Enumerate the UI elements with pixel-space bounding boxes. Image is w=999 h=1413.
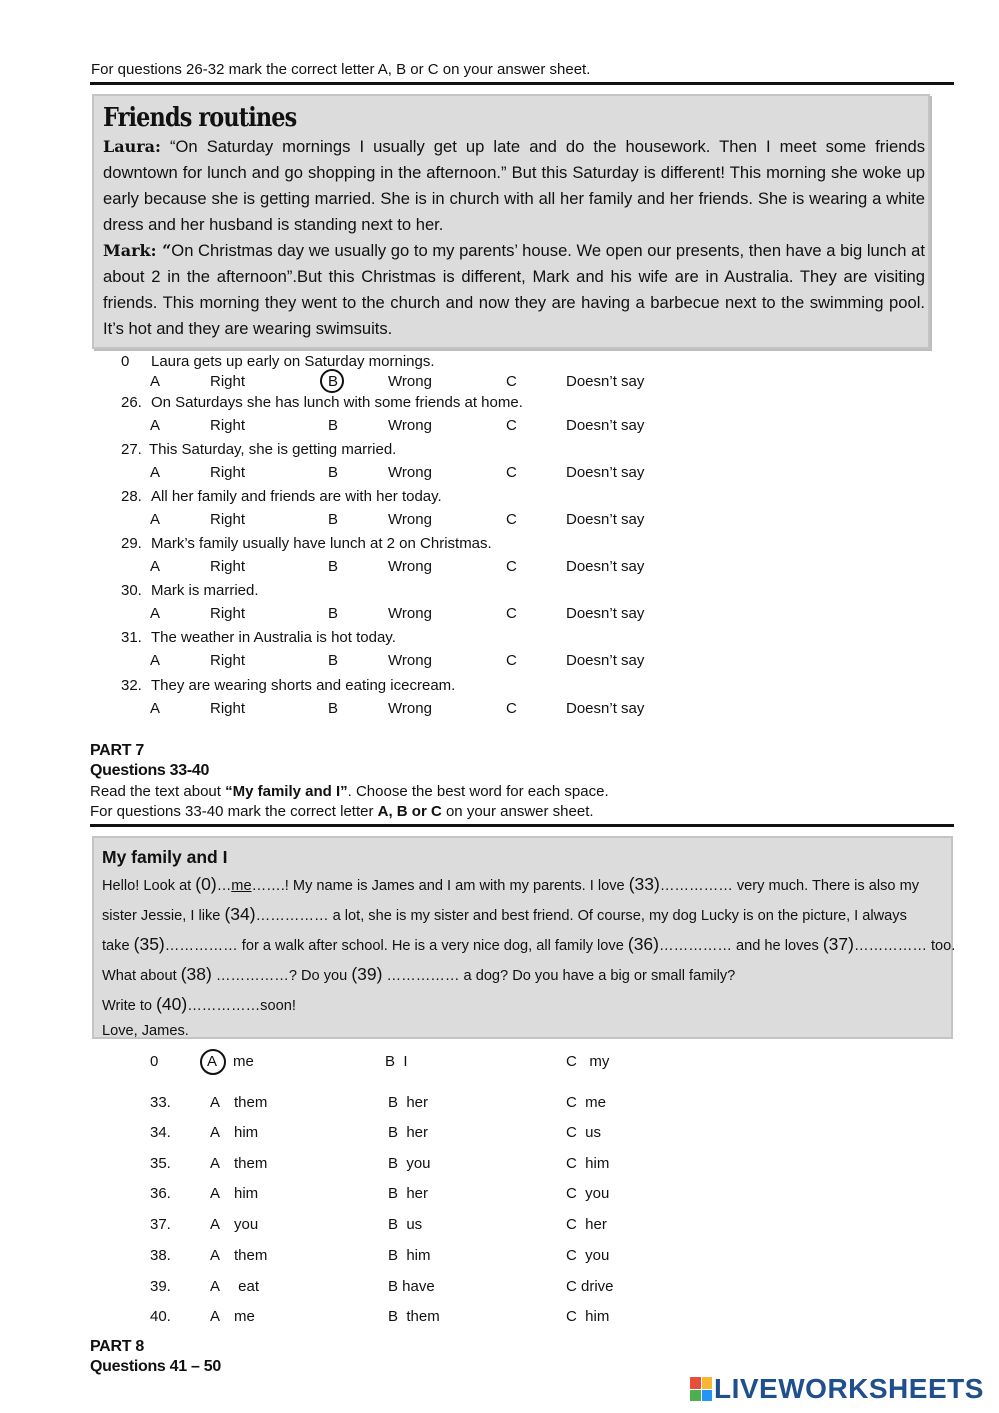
part7-divider xyxy=(90,824,954,827)
question-number: 32. xyxy=(121,677,142,694)
option-b-letter[interactable]: B xyxy=(328,373,339,390)
option-b-text: Wrong xyxy=(388,373,432,390)
option-c[interactable]: C drive xyxy=(566,1278,614,1295)
laura-paragraph xyxy=(103,134,925,238)
option-b[interactable]: B them xyxy=(388,1308,440,1325)
option-a-text: Right xyxy=(210,464,246,481)
option-b[interactable]: B him xyxy=(388,1247,431,1264)
text: …….! My name is James and I am with my parents. I love xyxy=(251,878,629,894)
question-number: 38. xyxy=(150,1247,171,1264)
question-number: 28. xyxy=(121,488,142,505)
top-instruction: For questions 26-32 mark the correct letter A, B or C on your answer sheet. xyxy=(91,61,591,78)
question-text: This Saturday, she is getting married. xyxy=(149,441,397,458)
option-b[interactable]: B you xyxy=(388,1155,431,1172)
option-a-letter[interactable]: A xyxy=(150,558,161,575)
instr-text: on your answer sheet. xyxy=(441,803,594,820)
option-c-text: Doesn’t say xyxy=(566,511,645,528)
option-a-text: Right xyxy=(210,511,246,528)
option-c-text: Doesn’t say xyxy=(566,700,645,717)
text: take xyxy=(102,938,134,954)
option-c[interactable]: C you xyxy=(566,1185,610,1202)
option-c-text: Doesn’t say xyxy=(566,605,645,622)
question-text: Mark is married. xyxy=(151,582,259,599)
mark-colon: : “ xyxy=(150,241,172,260)
question-number: 0 xyxy=(150,1053,159,1070)
option-b-letter[interactable]: B xyxy=(328,511,339,528)
question-row xyxy=(121,394,523,411)
option-a-letter[interactable]: A xyxy=(150,417,161,434)
option-c[interactable]: C us xyxy=(566,1124,602,1141)
option-a-letter[interactable]: A xyxy=(150,511,161,528)
option-c-letter[interactable]: C xyxy=(506,373,517,390)
option-b-text: Wrong xyxy=(388,417,432,434)
instr-text: . Choose the best word for each space. xyxy=(347,783,609,800)
option-a-word: them xyxy=(234,1155,268,1172)
question-number: 29. xyxy=(121,535,142,552)
option-c[interactable]: C him xyxy=(566,1155,610,1172)
question-row xyxy=(121,353,435,370)
option-a-letter[interactable]: A xyxy=(210,1247,221,1264)
logo-icon xyxy=(690,1377,712,1401)
option-b-text: Wrong xyxy=(388,700,432,717)
question-text: Mark’s family usually have lunch at 2 on Christmas. xyxy=(151,535,492,552)
instr-text: Read the text about xyxy=(90,783,226,800)
question-number: 40. xyxy=(150,1308,171,1325)
laura-colon: : xyxy=(155,137,161,156)
text: …………… for a walk after school. He is a very nice dog, all family love xyxy=(164,938,628,954)
gap-number: (0) xyxy=(195,874,217,894)
question-number: 30. xyxy=(121,582,142,599)
option-c-text: Doesn’t say xyxy=(566,558,645,575)
mark-paragraph xyxy=(103,238,925,342)
question-number: 33. xyxy=(150,1094,171,1111)
part7-heading: PART 7 xyxy=(90,742,144,759)
mark-text: On Christmas day we usually go to my parents’ house. We open our presents, then have a big lunch at about 2 in the afternoon”.But this Christmas is different, Mark and his wife are in Australia. They are visiting friends. This morning they went to the church and now they are having a barbecue next to the swimming pool. It’s hot and they are wearing swimsuits. xyxy=(103,241,925,338)
option-a-letter[interactable]: A xyxy=(210,1308,221,1325)
option-a-word: eat xyxy=(234,1278,260,1295)
option-b[interactable]: B us xyxy=(388,1216,423,1233)
logo-tile xyxy=(702,1390,713,1402)
option-a-word: them xyxy=(234,1247,268,1264)
question-row xyxy=(121,488,442,505)
option-a-text: Right xyxy=(210,652,246,669)
question-row xyxy=(121,629,396,646)
reading-box-friends-routines xyxy=(92,94,930,349)
option-b-letter[interactable]: B xyxy=(328,605,339,622)
question-number: 27. xyxy=(121,441,142,458)
gap-number: (37) xyxy=(822,934,854,954)
text: sister Jessie, I like xyxy=(102,908,225,924)
option-a-letter[interactable]: A xyxy=(150,605,161,622)
option-c[interactable]: C you xyxy=(566,1247,610,1264)
part8-subheading: Questions 41 – 50 xyxy=(90,1358,221,1375)
gap-number: (36) xyxy=(627,934,659,954)
option-c-text: Doesn’t say xyxy=(566,417,645,434)
reading2-line xyxy=(102,900,947,930)
option-c-text: Doesn’t say xyxy=(566,373,645,390)
text: …………… a lot, she is my sister and best friend. Of course, my dog Lucky is on the picture, I always xyxy=(255,908,907,924)
text: … xyxy=(216,878,232,894)
reading2-line xyxy=(102,930,956,960)
top-divider xyxy=(90,82,954,85)
option-a-letter[interactable]: A xyxy=(150,464,161,481)
question-row xyxy=(121,582,259,599)
option-c-letter[interactable]: C xyxy=(506,605,517,622)
option-a-letter[interactable]: A xyxy=(210,1124,221,1141)
reading2-text xyxy=(102,870,956,1042)
instr-bold: A, B or C xyxy=(377,803,442,820)
option-c[interactable]: C my xyxy=(566,1053,610,1070)
option-c-text: Doesn’t say xyxy=(566,464,645,481)
option-c[interactable]: C him xyxy=(566,1308,610,1325)
option-b[interactable]: B her xyxy=(388,1185,429,1202)
option-a-letter[interactable]: A xyxy=(210,1155,221,1172)
option-a-letter[interactable]: A xyxy=(210,1094,221,1111)
option-c-text: Doesn’t say xyxy=(566,652,645,669)
option-a-word: me xyxy=(233,1053,254,1070)
reading-text xyxy=(103,134,925,342)
option-a-word: him xyxy=(234,1124,259,1141)
part7-instruction-1 xyxy=(90,783,609,800)
option-c-letter[interactable]: C xyxy=(506,652,517,669)
reading-title: Friends routines xyxy=(103,103,297,133)
question-text: They are wearing shorts and eating icecream. xyxy=(151,677,456,694)
example-answer: me xyxy=(231,878,252,894)
mark-name: Mark xyxy=(103,241,151,260)
option-b-letter[interactable]: B xyxy=(328,652,339,669)
option-b[interactable]: B her xyxy=(388,1124,429,1141)
gap-number: (35) xyxy=(133,934,165,954)
question-row xyxy=(121,535,492,552)
text: …………… very much. There is also my xyxy=(659,878,920,894)
question-text: All her family and friends are with her today. xyxy=(151,488,442,505)
option-b-letter[interactable]: B xyxy=(328,464,339,481)
laura-name: Laura xyxy=(103,137,156,156)
instr-text: For questions 33-40 mark the correct letter xyxy=(90,803,378,820)
logo-text: LIVEWORKSHEETS xyxy=(714,1373,984,1404)
part8-heading: PART 8 xyxy=(90,1338,144,1355)
option-b-letter[interactable]: B xyxy=(328,558,339,575)
text: Hello! Look at xyxy=(102,878,196,894)
question-row xyxy=(121,677,456,694)
logo-tile xyxy=(702,1377,713,1389)
option-b-text: Wrong xyxy=(388,558,432,575)
question-number: 37. xyxy=(150,1216,171,1233)
option-c[interactable]: C her xyxy=(566,1216,607,1233)
gap-number: (38) xyxy=(180,964,212,984)
option-a-text: Right xyxy=(210,605,246,622)
reading2-line xyxy=(102,960,947,990)
reading-box-my-family xyxy=(92,836,956,1039)
option-b-text: Wrong xyxy=(388,605,432,622)
option-a-text: Right xyxy=(210,373,246,390)
option-a-letter[interactable]: A xyxy=(207,1053,218,1070)
question-number: 26. xyxy=(121,394,142,411)
liveworksheets-logo xyxy=(690,1372,984,1406)
option-c-letter[interactable]: C xyxy=(506,511,517,528)
gap-number: (40) xyxy=(156,994,188,1014)
reading2-line xyxy=(102,990,947,1020)
option-a-letter[interactable]: A xyxy=(210,1278,221,1295)
question-number: 36. xyxy=(150,1185,171,1202)
option-c-letter[interactable]: C xyxy=(506,558,517,575)
option-c-letter[interactable]: C xyxy=(506,700,517,717)
option-a-letter[interactable]: A xyxy=(150,652,161,669)
question-row xyxy=(121,441,397,458)
question-number: 0 xyxy=(121,353,130,370)
logo-tile xyxy=(690,1390,701,1402)
option-c-letter[interactable]: C xyxy=(506,417,517,434)
text: Write to xyxy=(102,998,157,1014)
option-a-letter[interactable]: A xyxy=(150,373,161,390)
example-answer-circle xyxy=(200,1049,226,1075)
gap-number: (39) xyxy=(351,964,383,984)
option-b-text: Wrong xyxy=(388,652,432,669)
option-b[interactable]: B I xyxy=(385,1053,408,1070)
text: What about xyxy=(102,968,181,984)
option-b-text: Wrong xyxy=(388,511,432,528)
reading2-title: My family and I xyxy=(102,847,228,867)
instr-bold: “My family and I” xyxy=(225,783,348,800)
part7-instruction-2 xyxy=(90,803,594,820)
option-a-letter[interactable]: A xyxy=(210,1216,221,1233)
text: …………… and he loves xyxy=(659,938,823,954)
option-a-text: Right xyxy=(210,700,246,717)
gap-number: (34) xyxy=(224,904,256,924)
option-a-letter[interactable]: A xyxy=(210,1185,221,1202)
question-number: 39. xyxy=(150,1278,171,1295)
option-b-letter[interactable]: B xyxy=(328,417,339,434)
option-a-word: them xyxy=(234,1094,268,1111)
example-answer-circle xyxy=(320,369,344,393)
gap-number: (33) xyxy=(628,874,660,894)
option-c-letter[interactable]: C xyxy=(506,464,517,481)
text: …………… too. xyxy=(853,938,956,954)
laura-text: “On Saturday mornings I usually get up late and do the housework. Then I meet some friends downtown for lunch and go shopping in the afternoon.” But this Saturday is different! This morning she woke up early because she is getting married. She is in church with all her family and her friends. She is wearing a white dress and her husband is standing next to her. xyxy=(103,137,925,234)
question-number: 35. xyxy=(150,1155,171,1172)
text: ……………soon! xyxy=(187,998,296,1014)
option-b-letter[interactable]: B xyxy=(328,700,339,717)
reading2-line xyxy=(102,870,947,900)
question-text: Laura gets up early on Saturday mornings. xyxy=(151,353,435,370)
option-b[interactable]: B her xyxy=(388,1094,429,1111)
reading2-signoff: Love, James. xyxy=(102,1023,189,1039)
option-a-word: him xyxy=(234,1185,259,1202)
option-a-word: you xyxy=(234,1216,259,1233)
text: ……………? Do you xyxy=(211,968,352,984)
question-number: 34. xyxy=(150,1124,171,1141)
option-a-letter[interactable]: A xyxy=(150,700,161,717)
option-a-word: me xyxy=(234,1308,255,1325)
question-number: 31. xyxy=(121,629,142,646)
logo-tile xyxy=(690,1377,701,1389)
option-c[interactable]: C me xyxy=(566,1094,607,1111)
option-b-text: Wrong xyxy=(388,464,432,481)
option-a-text: Right xyxy=(210,417,246,434)
question-text: The weather in Australia is hot today. xyxy=(151,629,396,646)
question-text: On Saturdays she has lunch with some friends at home. xyxy=(151,394,523,411)
option-a-text: Right xyxy=(210,558,246,575)
part7-subheading: Questions 33-40 xyxy=(90,762,210,779)
text: …………… a dog? Do you have a big or small family? xyxy=(382,968,736,984)
option-b[interactable]: B have xyxy=(388,1278,435,1295)
